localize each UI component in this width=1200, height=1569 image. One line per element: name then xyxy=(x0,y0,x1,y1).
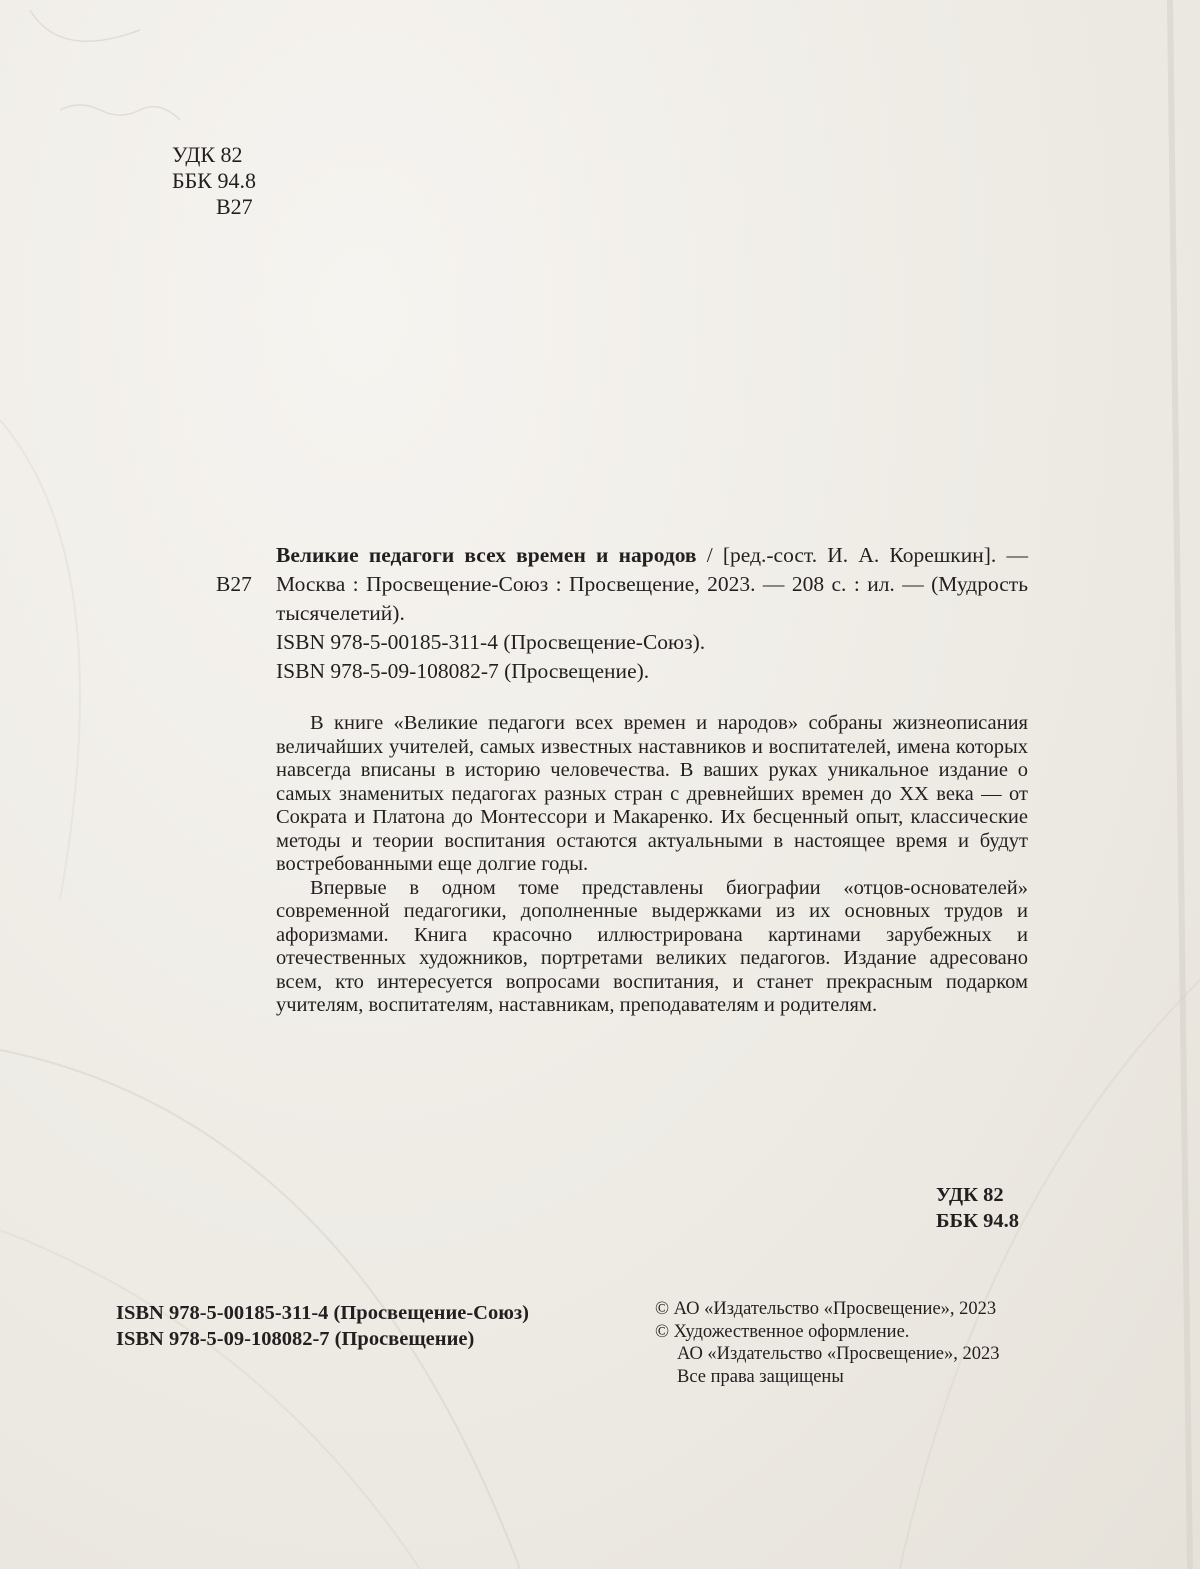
annotation-paragraph-2: Впервые в одном томе представлены биографии «отцов-основателей» современной педагогики, дополненные выдержками из их основных трудов и афоризмами. Книга красочно иллюстрирована картинами зарубежных и отечественных художников, портретами великих педагогов. Издание адресовано всем, кто интересуется вопросами воспитания, и станет прекрасным подарком учителям, воспитателям, наставникам, преподавателям и родителям. xyxy=(276,876,1028,1016)
bbk-code-bottom: ББК 94.8 xyxy=(936,1210,1019,1232)
description-text: / [ред.-сост. И. А. Корешкин]. — Москва : Просвещение-Союз : Просвещение, 2023. — 208 с. : ил. — (Мудрость тысячелетий). xyxy=(276,543,1028,625)
author-mark: В27 xyxy=(216,194,253,219)
udk-classification-top xyxy=(172,142,256,220)
bibliographic-description xyxy=(276,541,1028,628)
catalog-record xyxy=(276,541,1028,686)
copyright-line-3: АО «Издательство «Просвещение», 2023 xyxy=(677,1344,1000,1364)
isbn-bottom-line-1: ISBN 978-5-00185-311-4 (Просвещение-Союз) xyxy=(116,1302,529,1324)
copyright-line-2: © Художественное оформление. xyxy=(655,1321,910,1342)
copyright-line-4: Все права защищены xyxy=(677,1366,844,1387)
catalog-author-mark: В27 xyxy=(216,572,252,596)
bbk-code: ББК 94.8 xyxy=(172,168,256,193)
copyright-line-1: © АО «Издательство «Просвещение», 2023 xyxy=(655,1299,997,1319)
isbn-line-1: ISBN 978-5-00185-311-4 (Просвещение-Союз). xyxy=(276,630,706,654)
isbn-line-2: ISBN 978-5-09-108082-7 (Просвещение). xyxy=(276,659,650,683)
udk-classification-bottom xyxy=(936,1182,1019,1234)
isbn-bottom-line-2: ISBN 978-5-09-108082-7 (Просвещение) xyxy=(116,1328,475,1350)
isbn-block xyxy=(116,1300,529,1352)
udk-code: УДК 82 xyxy=(172,142,243,167)
udk-code-bottom: УДК 82 xyxy=(936,1184,1004,1206)
annotation-paragraph-1: В книге «Великие педагоги всех времен и народов» собраны жизнеописания величайших учителей, самых известных наставников и воспитателей, имена которых навсегда вписаны в историю человечества. В ваших руках уникальное издание о самых знаменитых педагогах разных стран с древнейших времен до ХХ века — от Сократа и Платона до Монтессори и Макаренко. Их бесценный опыт, классические методы и теории воспитания остаются актуальными в настоящее время и будут востребованными еще долгие годы. xyxy=(276,712,1028,875)
book-title: Великие педагоги всех времен и народов xyxy=(276,543,697,567)
copyright-block xyxy=(655,1298,1000,1388)
annotation xyxy=(276,712,1028,1018)
